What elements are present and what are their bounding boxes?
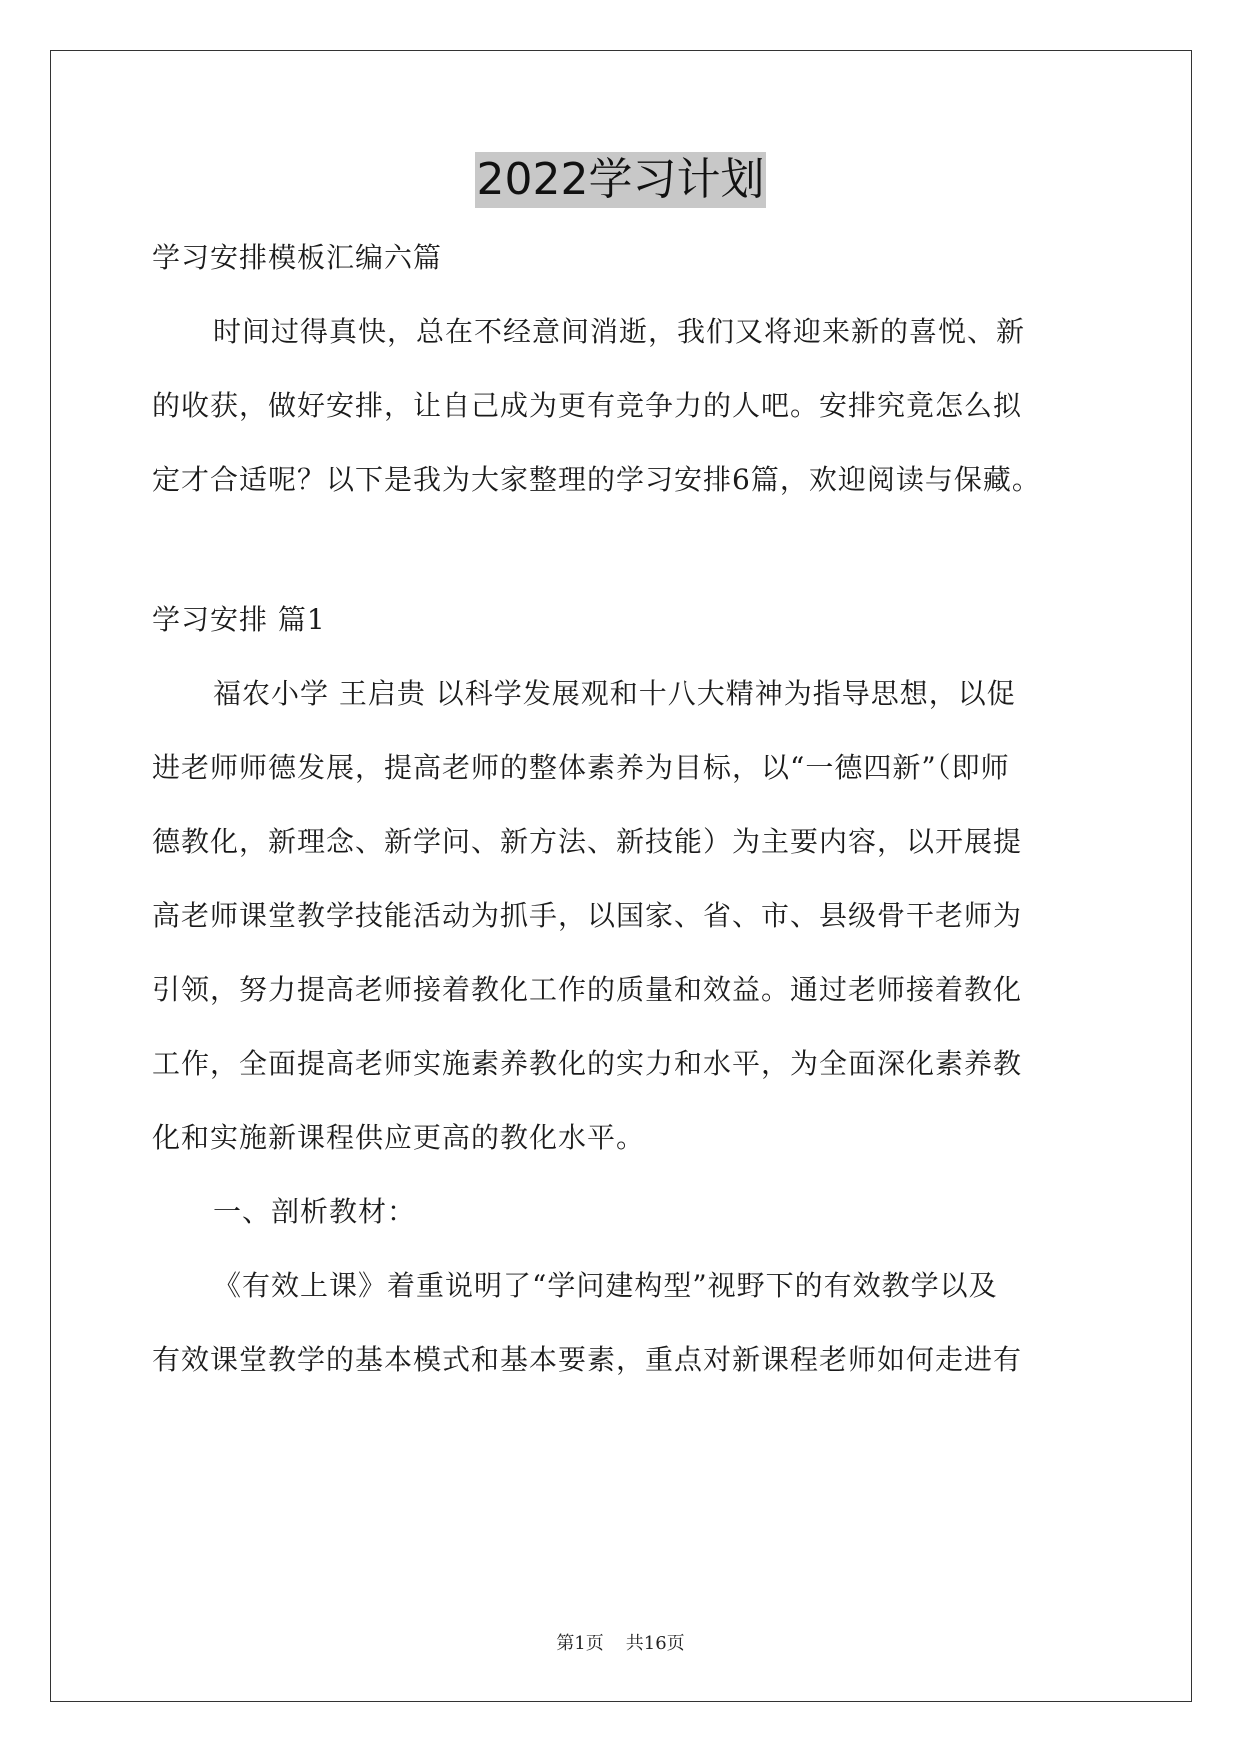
paragraph-line: 工作，全面提高老师实施素养教化的实力和水平，为全面深化素养教 (152, 1047, 1023, 1080)
page-total: 共16页 (625, 1633, 685, 1654)
paragraph-line: 高老师课堂教学技能活动为抓手，以国家、省、市、县级骨干老师为 (152, 899, 1023, 932)
title-container (0, 152, 1241, 208)
paragraph-line: 福农小学 王启贵 以科学发展观和十八大精神为指导思想，以促 (213, 677, 1016, 710)
paragraph-line: 德教化，新理念、新学问、新方法、新技能）为主要内容，以开展提 (152, 825, 1023, 858)
document-title: 2022学习计划 (475, 152, 767, 208)
paragraph-line: 《有效上课》着重说明了“学问建构型”视野下的有效教学以及 (213, 1269, 998, 1302)
page-border (50, 50, 1192, 1702)
paragraph-line: 引领，努力提高老师接着教化工作的质量和效益。通过老师接着教化 (152, 973, 1023, 1006)
paragraph-line: 进老师师德发展，提高老师的整体素养为目标，以“一德四新”（即师 (152, 751, 1010, 784)
document-subtitle: 学习安排模板汇编六篇 (152, 241, 443, 274)
section-heading: 学习安排 篇1 (152, 603, 326, 636)
paragraph-line: 有效课堂教学的基本模式和基本要素，重点对新课程老师如何走进有 (152, 1343, 1023, 1376)
page-number: 第1页 (556, 1633, 604, 1654)
paragraph-line: 时间过得真快，总在不经意间消逝，我们又将迎来新的喜悦、新 (213, 315, 1026, 348)
paragraph-line: 定才合适呢？以下是我为大家整理的学习安排6篇，欢迎阅读与保藏。 (152, 463, 1041, 496)
subsection-heading: 一、剖析教材： (213, 1195, 417, 1228)
paragraph-line: 的收获，做好安排，让自己成为更有竞争力的人吧。安排究竟怎么拟 (152, 389, 1023, 422)
page-footer (0, 1632, 1241, 1656)
paragraph-line: 化和实施新课程供应更高的教化水平。 (152, 1121, 646, 1154)
